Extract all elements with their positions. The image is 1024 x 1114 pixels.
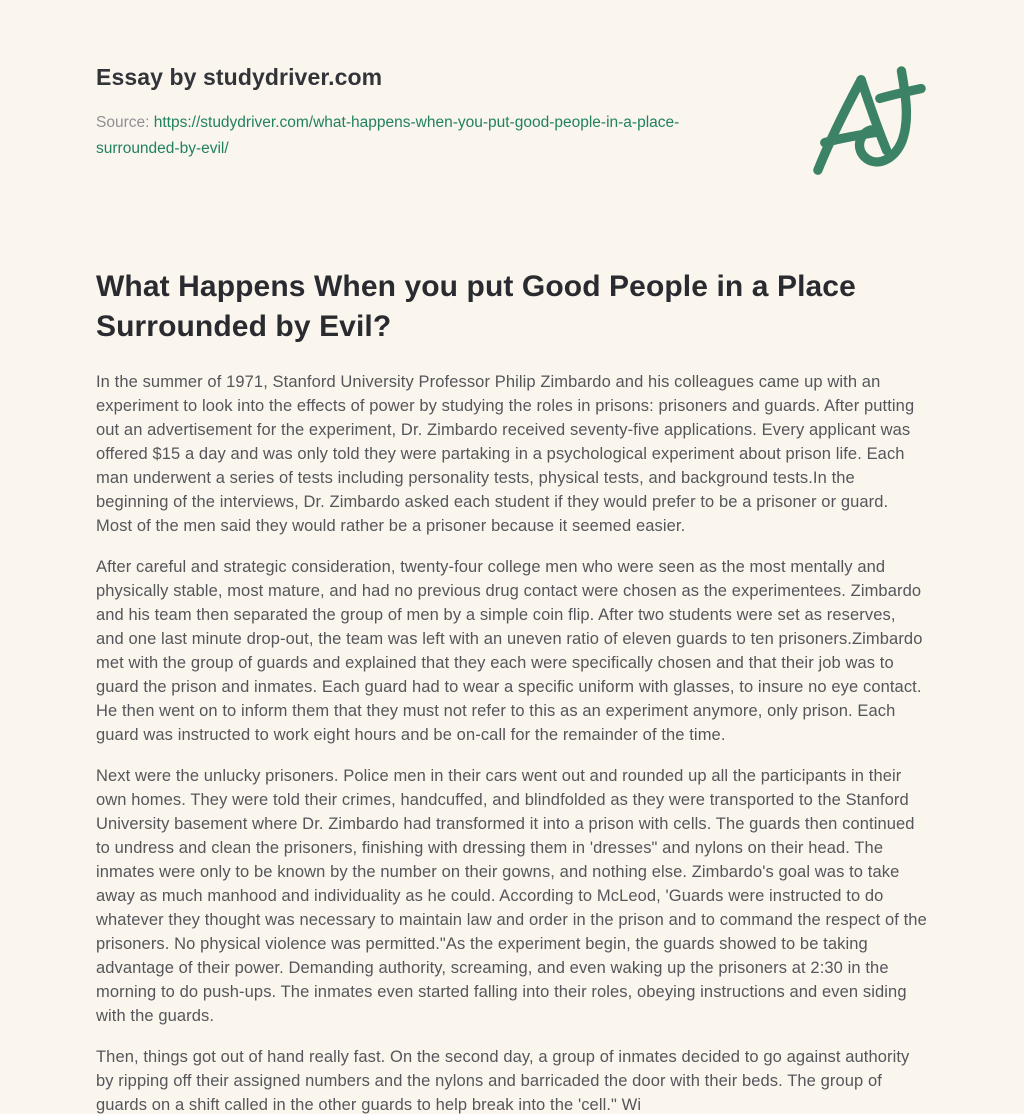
essay-title: What Happens When you put Good People in a Place Surrounded by Evil? <box>96 270 856 343</box>
source-link[interactable]: https://studydriver.com/what-happens-when-you-put-good-people-in-a-place-surrounded-by-evil/ <box>96 113 680 157</box>
studydriver-logo <box>810 66 928 185</box>
essay-paragraph-1: In the summer of 1971, Stanford University Professor Philip Zimbardo and his colleagues came up with an experiment to look into the effects of power by studying the roles in prisons: prisoners and guards. After putting out an advertisement for the experiment, Dr. Zimbardo received seventy-five applications. Every applicant was offered $15 a day and was only told they were partaking in a psychological experiment about prison life. Each man underwent a series of tests including personality tests, physical tests, and background tests.In the beginning of the interviews, Dr. Zimbardo asked each student if they would prefer to be a prisoner or guard. Most of the men said they would rather be a prisoner because it seemed easier. <box>96 373 915 535</box>
source-line <box>96 110 716 162</box>
a-plus-logo-icon <box>810 66 928 180</box>
header-text-block <box>96 64 716 162</box>
essay-body <box>96 370 928 1114</box>
page-title: Essay by studydriver.com <box>96 64 383 90</box>
page-header <box>96 64 928 185</box>
source-label: Source: <box>96 113 150 131</box>
essay-paragraph-2: After careful and strategic consideration, twenty-four college men who were seen as the most mentally and physically stable, most mature, and had no previous drug contact were chosen as the experimentees. Zimbardo and his team then separated the group of men by a simple coin flip. After two students were set as reserves, and one last minute drop-out, the team was left with an uneven ratio of eleven guards to ten prisoners.Zimbardo met with the group of guards and explained that they each were specifically chosen and that their job was to guard the prison and inmates. Each guard had to wear a specific uniform with glasses, to insure no eye contact. He then went on to inform them that they must not refer to this as an experiment anymore, only prison. Each guard was instructed to work eight hours and be on-call for the remainder of the time. <box>96 558 923 744</box>
essay-paragraph-3: Next were the unlucky prisoners. Police men in their cars went out and rounded up all the participants in their own homes. They were told their crimes, handcuffed, and blindfolded as they were transported to the Stanford University basement where Dr. Zimbardo had transformed it into a prison with cells. The guards then continued to undress and clean the prisoners, finishing with dressing them in 'dresses" and nylons on their head. The inmates were only to be known by the number on their gowns, and nothing else. Zimbardo's goal was to take away as much manhood and individuality as he could. According to McLeod, 'Guards were instructed to do whatever they thought was necessary to maintain law and order in the prison and to command the respect of the prisoners. No physical violence was permitted."As the experiment begin, the guards showed to be taking advantage of their power. Demanding authority, screaming, and even waking up the prisoners at 2:30 in the morning to do push-ups. The inmates even started falling into their roles, obeying instructions and even siding with the guards. <box>96 767 927 1025</box>
essay-paragraph-4: Then, things got out of hand really fast. On the second day, a group of inmates decided to go against authority by ripping off their assigned numbers and the nylons and barricaded the door with their beds. The group of guards on a shift called in the other guards to help break into the 'cell." Wi <box>96 1048 910 1114</box>
